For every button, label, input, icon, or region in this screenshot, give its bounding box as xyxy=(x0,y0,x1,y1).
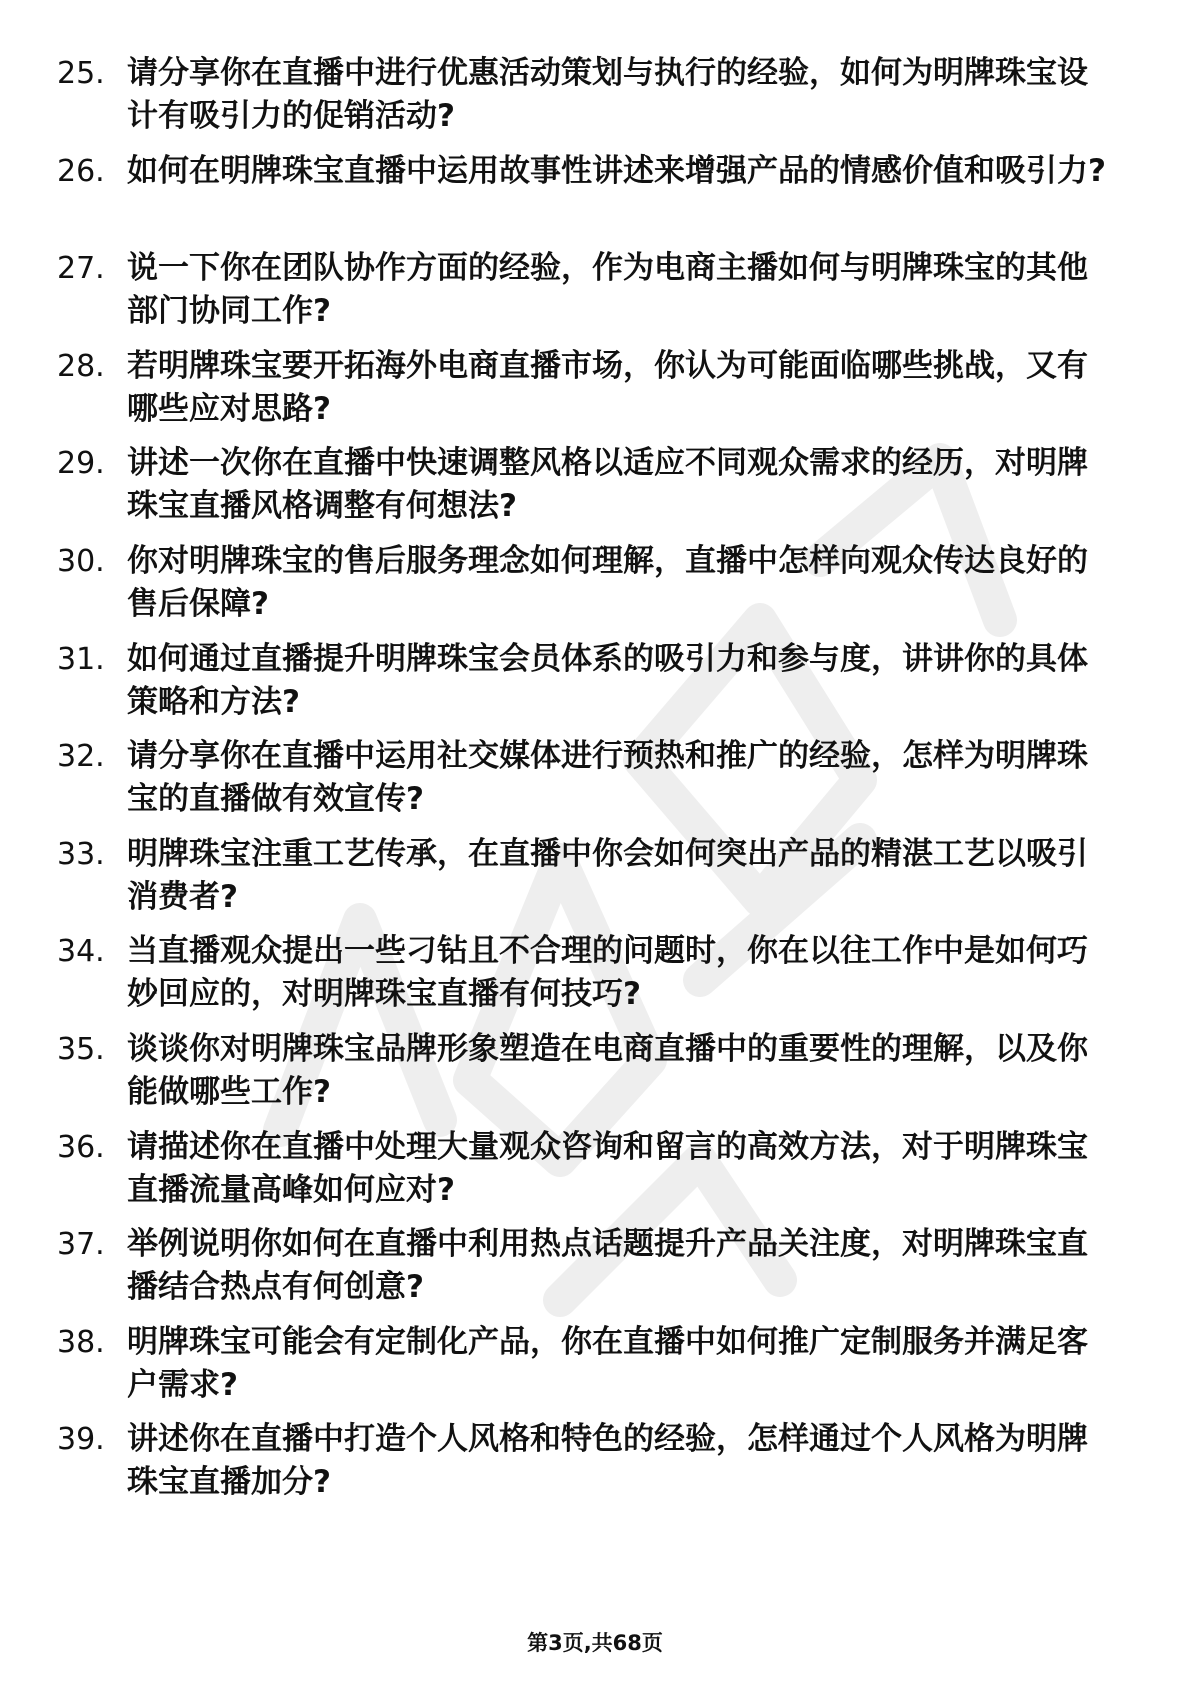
question-number: 36. xyxy=(57,1129,105,1165)
question-number: 30. xyxy=(57,543,105,579)
question-number: 26. xyxy=(57,153,105,189)
list-item xyxy=(0,930,1190,1028)
question-number: 31. xyxy=(57,641,105,677)
question-text: 讲述一次你在直播中快速调整风格以适应不同观众需求的经历，对明牌珠宝直播风格调整有何想法? xyxy=(127,445,1088,525)
question-number: 28. xyxy=(57,348,105,384)
question-text: 举例说明你如何在直播中利用热点话题提升产品关注度，对明牌珠宝直播结合热点有何创意? xyxy=(127,1226,1088,1306)
question-number: 32. xyxy=(57,739,105,775)
question-number: 29. xyxy=(57,446,105,482)
list-item xyxy=(0,1028,1190,1126)
question-number: 37. xyxy=(57,1227,105,1263)
question-number: 35. xyxy=(57,1031,105,1067)
list-item xyxy=(0,735,1190,833)
list-item xyxy=(0,638,1190,736)
question-text: 明牌珠宝可能会有定制化产品，你在直播中如何推广定制服务并满足客户需求? xyxy=(127,1323,1088,1403)
question-text: 如何在明牌珠宝直播中运用故事性讲述来增强产品的情感价值和吸引力? xyxy=(127,152,1106,189)
list-item xyxy=(0,540,1190,638)
list-item xyxy=(0,52,1190,150)
list-item xyxy=(0,150,1190,248)
list-item xyxy=(0,345,1190,443)
question-text: 你对明牌珠宝的售后服务理念如何理解，直播中怎样向观众传达良好的售后保障? xyxy=(127,542,1088,622)
question-text: 谈谈你对明牌珠宝品牌形象塑造在电商直播中的重要性的理解，以及你能做哪些工作? xyxy=(127,1030,1088,1110)
question-text: 请分享你在直播中进行优惠活动策划与执行的经验，如何为明牌珠宝设计有吸引力的促销活动? xyxy=(127,55,1088,134)
list-item xyxy=(0,1223,1190,1321)
question-text: 讲述你在直播中打造个人风格和特色的经验，怎样通过个人风格为明牌珠宝直播加分? xyxy=(127,1421,1088,1501)
question-number: 34. xyxy=(57,934,105,970)
question-text: 若明牌珠宝要开拓海外电商直播市场，你认为可能面临哪些挑战，又有哪些应对思路? xyxy=(127,347,1088,427)
question-text: 当直播观众提出一些刁钻且不合理的问题时，你在以往工作中是如何巧妙回应的，对明牌珠宝直播有何技巧? xyxy=(127,933,1088,1013)
list-item xyxy=(0,833,1190,931)
question-text: 请描述你在直播中处理大量观众咨询和留言的高效方法，对于明牌珠宝直播流量高峰如何应对? xyxy=(127,1128,1088,1208)
question-number: 39. xyxy=(57,1422,105,1458)
list-item xyxy=(0,247,1190,345)
question-number: 27. xyxy=(57,251,105,287)
list-item xyxy=(0,442,1190,540)
question-number: 33. xyxy=(57,836,105,872)
question-text: 明牌珠宝注重工艺传承，在直播中你会如何突出产品的精湛工艺以吸引消费者? xyxy=(127,835,1088,915)
list-item xyxy=(0,1321,1190,1419)
list-item xyxy=(0,1418,1190,1516)
question-text: 如何通过直播提升明牌珠宝会员体系的吸引力和参与度，讲讲你的具体策略和方法? xyxy=(127,640,1088,720)
question-text: 说一下你在团队协作方面的经验，作为电商主播如何与明牌珠宝的其他部门协同工作? xyxy=(127,250,1088,330)
question-number: 38. xyxy=(57,1324,105,1360)
question-number: 25. xyxy=(57,56,105,91)
question-list xyxy=(0,52,1190,1516)
page-number: 第3页,共68页 xyxy=(527,1631,663,1655)
question-text: 请分享你在直播中运用社交媒体进行预热和推广的经验，怎样为明牌珠宝的直播做有效宣传? xyxy=(127,738,1088,818)
list-item xyxy=(0,1126,1190,1224)
